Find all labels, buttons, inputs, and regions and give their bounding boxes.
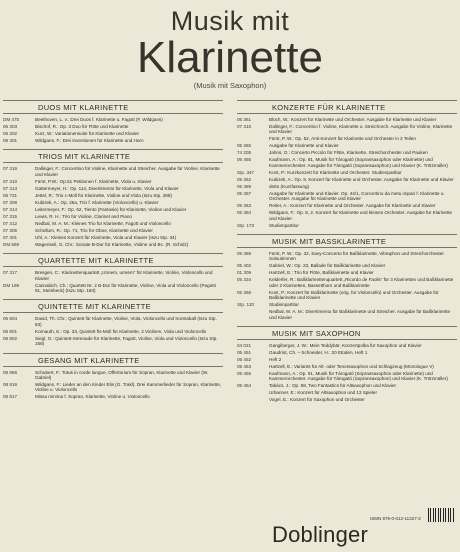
entry-code: 05 365: [237, 143, 252, 149]
catalog-entry: [3, 382, 223, 393]
catalog-entry: [3, 179, 223, 184]
entry-description: Gattermeyer, H.: Op. 114, Divertimento für Klarinette, Viola und Klavier: [35, 185, 179, 191]
catalog-section: [3, 100, 223, 143]
entry-code: Stp. 347: [237, 169, 255, 175]
catalog-section: [237, 234, 457, 320]
entry-code: 06 301: [3, 138, 18, 143]
barcode-icon: [428, 508, 454, 522]
catalog-entry: [3, 117, 223, 122]
entry-code: 06 804: [3, 316, 18, 322]
entry-description: Schubert, F.: Totus in corde langue, Offertorium für Sopran, Klarinette und Klavier (W. Gabriel): [35, 369, 209, 381]
entry-description: Jettel, R.: Trio c-Moll für Klarinette, Violine und Viola (Iszu Stp. 288): [35, 192, 172, 198]
entry-description: Beethoven, L. v.: Drei Duos f. Klarinette u. Fagott (F. Wildgans): [35, 117, 163, 122]
entry-code: 07 305: [3, 227, 18, 233]
entry-code: 05 368: [237, 289, 252, 295]
catalog-entry: [237, 203, 457, 208]
entry-code: 08 816: [3, 382, 18, 388]
catalog-entry: [237, 170, 457, 175]
catalog-entry: [3, 131, 223, 136]
entry-description: Kaufmann, A.: Op. 91, Musik für Tárogató (Sopransaxophon oder Klarinette) und Kammerorchester. Ausgabe für Tárogató (Sopransaxophon) und Klavier (K. Trötzmüller): [269, 371, 448, 382]
entry-description: Kont, P.: Kurzkonzert für Klarinette und Orchester. Studienpartitur: [269, 169, 402, 175]
catalog-entry: [237, 343, 457, 348]
catalog-entry: [3, 316, 223, 327]
entry-code: 05 334: [237, 277, 252, 283]
catalog-section: [3, 149, 223, 247]
entry-code: Stp. 173: [237, 222, 255, 228]
catalog-entry: [237, 290, 457, 301]
entry-code: 04 021: [237, 343, 252, 349]
section-heading: MUSIK MIT SAXOPHON: [237, 326, 457, 340]
catalog-entry: [3, 186, 223, 191]
entry-code: 05 402: [237, 263, 252, 269]
catalog-entry: [3, 270, 223, 281]
section-heading: DUOS MIT KLARINETTE: [3, 100, 223, 114]
entry-description: Fürst, P.W.: Op.51 Petitionen f. Klarinette, Viola u. Klavier: [35, 178, 152, 184]
entry-description: Wildgans, F.: Lieder an den Kinder Elis (G. Trakl). Drei Kammerlieder für Sopran, Klarinette, Violine u. Violoncello: [35, 382, 222, 393]
catalog-entry: [3, 242, 223, 247]
entry-code: 01 309: [237, 270, 252, 276]
entry-code: 05 455: [237, 371, 252, 377]
catalog-entry: [3, 166, 223, 177]
entry-code: 07 308: [3, 199, 18, 205]
entry-code: 06 801: [3, 328, 18, 334]
entry-description: Kornauth, E.: Op. 33, Quintett fis-Moll für Klarinette, 2 Violinen, Viola und Violoncello: [35, 328, 207, 334]
entry-description: Gaudriot, Ch. – Schneider, H.: 20 Etüden. Heft 1: [269, 350, 368, 356]
catalog-entry: [237, 184, 457, 189]
entry-description: David, Th. Chr.: Quintett für Klarinette, Violine, Viola, Violoncello und Kontraball (Iszu Stp. 83): [35, 316, 217, 327]
entry-description: Leitermeyer, F.: Op. 62, Tiento (Fantasie) für Klarinette, Violine und Klavier: [35, 206, 187, 212]
entry-description: Siegl, O.: Quintett-Serenade für Klarinette, Fagott, Violine, Viola und Violoncello (Iszu Stp. 168): [35, 335, 218, 347]
entry-code: 05 452: [237, 357, 252, 363]
entry-code: [237, 390, 269, 395]
catalog-entry: [237, 210, 457, 221]
catalog-entry: [3, 124, 223, 129]
catalog-entry: [3, 394, 223, 399]
title-line-1: Musik mit: [170, 6, 290, 36]
entry-code: 07 301: [3, 234, 18, 240]
catalog-entry: [237, 143, 457, 148]
entry-description: Wildgans, F.: Drei Inventionen für Klarinette und Horn: [35, 138, 144, 143]
catalog-entry: [3, 193, 223, 198]
entry-description: Jahns, O.: Concerto Piccolo für Flöte, Klarinette, Streichorchester und Pauken: [269, 150, 428, 156]
catalog-entry: [237, 150, 457, 155]
catalog-entry: [3, 138, 223, 143]
entry-description: Fürst, P. W.: Op. 32, Savy-Concerto für Baßklarinette, Vibraphon und Streichorchester. Soloutimmen: [269, 251, 445, 262]
right-column: [237, 96, 457, 409]
entry-code: 08 866: [3, 369, 18, 375]
entry-code: 05 387: [237, 190, 252, 196]
left-column: [3, 96, 223, 406]
catalog-entry: [237, 383, 457, 388]
entry-description: Hartzell, E.: Variants für Alt- oder Tenorsaxophon und Schlagzeug (Monologue V): [269, 364, 434, 370]
entry-code: 07 316: [3, 166, 18, 172]
entry-description: Kubizek, A.: Op. 26a, Trio f. Klarinette (Violoncello) u. Klavier: [35, 199, 159, 205]
entry-description: Ausgabe für Klarinette und Klavier: [269, 143, 339, 149]
entry-description: Nedbal, M. A. M.: Kleines Trio für Klarinette, Fagott und Violoncello: [35, 220, 171, 226]
catalog-entry: [237, 357, 457, 362]
entry-code: [237, 309, 269, 320]
entry-code: 07 315: [3, 213, 18, 219]
catalog-section: [3, 299, 223, 346]
catalog-entry: [237, 223, 457, 228]
catalog-entry: [237, 302, 457, 307]
entry-code: 07 310: [3, 178, 18, 184]
entry-code: DM 569: [3, 241, 20, 247]
entry-description: Ausgabe für Klarinette und Klavier. Op. 44/1, Concertino da metu impari f. Klarinette u. Orchester. Ausgabe für Klarinette und Klavier: [269, 190, 445, 202]
section-heading: MUSIK MIT BASSKLARINETTE: [237, 234, 457, 248]
catalog-entry: [3, 329, 223, 334]
entry-description: Gangiberger, J. W.: Mein Teddybär, Konzertpolka für Saxophon und Klavier: [269, 343, 422, 349]
entry-code: 05 362: [237, 176, 252, 182]
entry-code: 07 316: [237, 124, 252, 129]
entry-code: 05 389: [237, 183, 252, 189]
entry-code: 06 303: [3, 124, 18, 129]
entry-code: [237, 136, 269, 141]
entry-description: Wagenseil, G. Chr.: Sonate B-Dur für Klarinette, Violine und Bc. (R. Scholz): [35, 241, 189, 247]
entry-code: 05 454: [237, 383, 252, 389]
entry-code: 07 314: [3, 206, 18, 212]
entry-description: Kelderfer, R.: Baßklarinettenquartett „Ricordo de Faolis“ für 3 Klarinetten und Baßklarinette oder 2 Klarinetten, Bassetthorn und Baßklarinette: [269, 277, 454, 288]
catalog-entry: [237, 270, 457, 275]
catalog-section: [237, 326, 457, 403]
catalog-entry: [3, 207, 223, 212]
catalog-entry: [237, 397, 457, 402]
catalog-entry: [3, 283, 223, 294]
entry-description: Studienpartitur: [269, 302, 299, 308]
catalog-entry: [237, 251, 457, 262]
catalog-entry: [3, 235, 223, 240]
catalog-entry: [237, 277, 457, 288]
catalog-entry: [237, 124, 457, 135]
catalog-entry: [3, 221, 223, 226]
entry-description: Nedbal, M. A. M.: Divertimento für Baßklarinette und Streicher. Ausgabe für Baßklarinette und Klavier: [269, 309, 451, 320]
title-line-2: Klarinette: [137, 33, 323, 82]
entry-description: Vogel, E.: Konzert für Saxophon und Orchester: [269, 397, 365, 403]
entry-description: Urbanner, E.: Konzert für Altsaxophon und 13 Spieler: [269, 390, 378, 396]
entry-description: Studienpartitur: [269, 222, 299, 228]
entry-code: DM 199: [3, 282, 20, 288]
catalog-entry: [3, 228, 223, 233]
catalog-entry: [237, 136, 457, 141]
catalog-entry: [3, 336, 223, 347]
entry-code: DM 475: [3, 117, 20, 122]
entry-description: Missa minima f. Sopran, Klarinette, Violine u. Violoncello: [35, 394, 150, 400]
entry-description: Heft 2: [269, 357, 282, 363]
catalog-entry: [3, 370, 223, 381]
entry-code: 05 451: [237, 350, 252, 356]
section-heading: QUARTETTE MIT KLARINETTE: [3, 253, 223, 267]
entry-description: Schollum, R.: Op. 71, Trio für Oboe, Klarinette und Klavier: [35, 227, 153, 233]
entry-description: Dallinger, F.: Concertino f. Violine, Klarinette u. Streichorch. Ausgabe für Violine, Klarinette und Klavier: [269, 124, 453, 135]
entry-description: Wildgans, F.: Op. 8, 2. Konzert für Klarinette und kleines Orchester. Ausgabe für Klarinette und Klavier: [269, 210, 453, 221]
entry-description: Bloch, W.: Konzert für Klarinette und Orchester. Ausgabe für Klarinette und Klavier: [269, 117, 437, 122]
subtitle: (Musik mit Saxophon): [193, 81, 267, 90]
entry-description: Takács, J.: Op. 88, Two Fantastics für Altsaxophon und Klavier: [269, 383, 397, 389]
catalog-entry: [3, 214, 223, 219]
entry-code: 05 361: [237, 117, 252, 122]
entry-code: 07 312: [3, 220, 18, 226]
entry-description: Kaufmann, A.: Op. 91, Musik für Tárogató (Sopransaxophon oder Klarinette) und Kammerorchester. Ausgabe für Tárogató (Sopransaxophon) und Klavier (K. Trötzmüller): [269, 157, 448, 168]
entry-code: 06 302: [3, 131, 18, 136]
entry-code: 06 802: [3, 335, 18, 341]
entry-description: Kont, P.: Konzert für Baßklarinette (orig. für Violoncello) und Orchester. Ausgabe für Baßklarinette und Klavier: [269, 289, 439, 301]
catalog-entry: [3, 200, 223, 205]
catalog-entry: [237, 191, 457, 202]
entry-description: Reiter, A.: Konzert für Klarinette und Orchester. Ausgabe für Klarinette und Klavier: [269, 203, 436, 209]
entry-description: Bresgen, C.: Klarinettenquartett „Unnem, umrem“ für Klarinette, Violine, Violoncello und Klavier: [35, 270, 213, 281]
catalog-entry: [237, 390, 457, 395]
entry-description: Dallinger, F.: Concertino für Violine, Klarinette und Streicher. Ausgabe für Violine, Klarinette und Klavier: [35, 166, 220, 177]
catalog-entry: [237, 157, 457, 168]
catalog-entry: [237, 263, 457, 268]
entry-code: Stp. 120: [237, 302, 255, 308]
catalog-entry: [237, 309, 457, 320]
entry-code: 07 317: [3, 270, 18, 276]
section-heading: QUINTETTE MIT KLARINETTE: [3, 299, 223, 313]
entry-description: Kubizek, A.: Op. 9, Konzert für Klarinette und Orchester. Ausgabe für Klarinette und Klavier: [269, 176, 454, 182]
entry-description: Gabriel, W.: Op. 23, Ballade für Baßklarinette und Klavier: [269, 263, 386, 269]
entry-code: 05 453: [237, 364, 252, 370]
entry-description: Fürst, P. W.: Op. 52, Anti-Konzert für Klarinette und Orchester in 2 Teilen: [269, 136, 416, 142]
entry-code: 07 313: [3, 185, 18, 191]
entry-description: Cannabich, Ch.: Quartett Nr. 2 B-Dur für Klarinette, Violine, Viola und Violoncello (Pagotti 91, Steinbeck) (Iszu Stp. 183): [35, 282, 216, 294]
entry-description: Uhl, A.: Kleines Konzert für Klarinette, Viola und Klavier (Iszu Stp. 34): [35, 234, 177, 240]
catalog-entry: [237, 117, 457, 122]
entry-code: 05 455: [237, 157, 252, 163]
catalog-section: [3, 353, 223, 400]
entry-description: Kurz, W.: Variationensuite für Klarinette und Klavier: [35, 131, 140, 136]
catalog-entry: [237, 350, 457, 355]
entry-code: 05 386: [237, 251, 252, 257]
entry-code: 74 205: [237, 150, 252, 156]
entry-description: Lewis, R. H.: Trio für Violine, Clarinet and Piano: [35, 213, 132, 219]
section-heading: GESANG MIT KLARINETTE: [3, 353, 223, 367]
catalog-entry: [237, 371, 457, 382]
entry-code: 08 817: [3, 394, 18, 400]
entry-code: [237, 397, 269, 402]
section-heading: KONZERTE FÜR KLARINETTE: [237, 100, 457, 114]
catalog-entry: [237, 177, 457, 182]
entry-code: 06 731: [3, 192, 18, 198]
entry-description: Hartzell, E.: Trio für Flöte, Baßklarinette und Klavier: [269, 270, 374, 276]
entry-description: detto (Kurzfassung): [269, 183, 310, 189]
catalog-section: [3, 253, 223, 293]
entry-code: 05 384: [237, 210, 252, 216]
catalog-section: [237, 100, 457, 228]
entry-description: Bischof, R.: Op. 3 Duo für Flöte und Klarinette: [35, 124, 129, 129]
publisher-logo: Doblinger: [272, 522, 368, 547]
section-heading: TRIOS MIT KLARINETTE: [3, 149, 223, 163]
isbn-text: ISMN 979-0-012-11327-2: [370, 516, 421, 521]
entry-code: 05 363: [237, 203, 252, 209]
catalog-entry: [237, 364, 457, 369]
